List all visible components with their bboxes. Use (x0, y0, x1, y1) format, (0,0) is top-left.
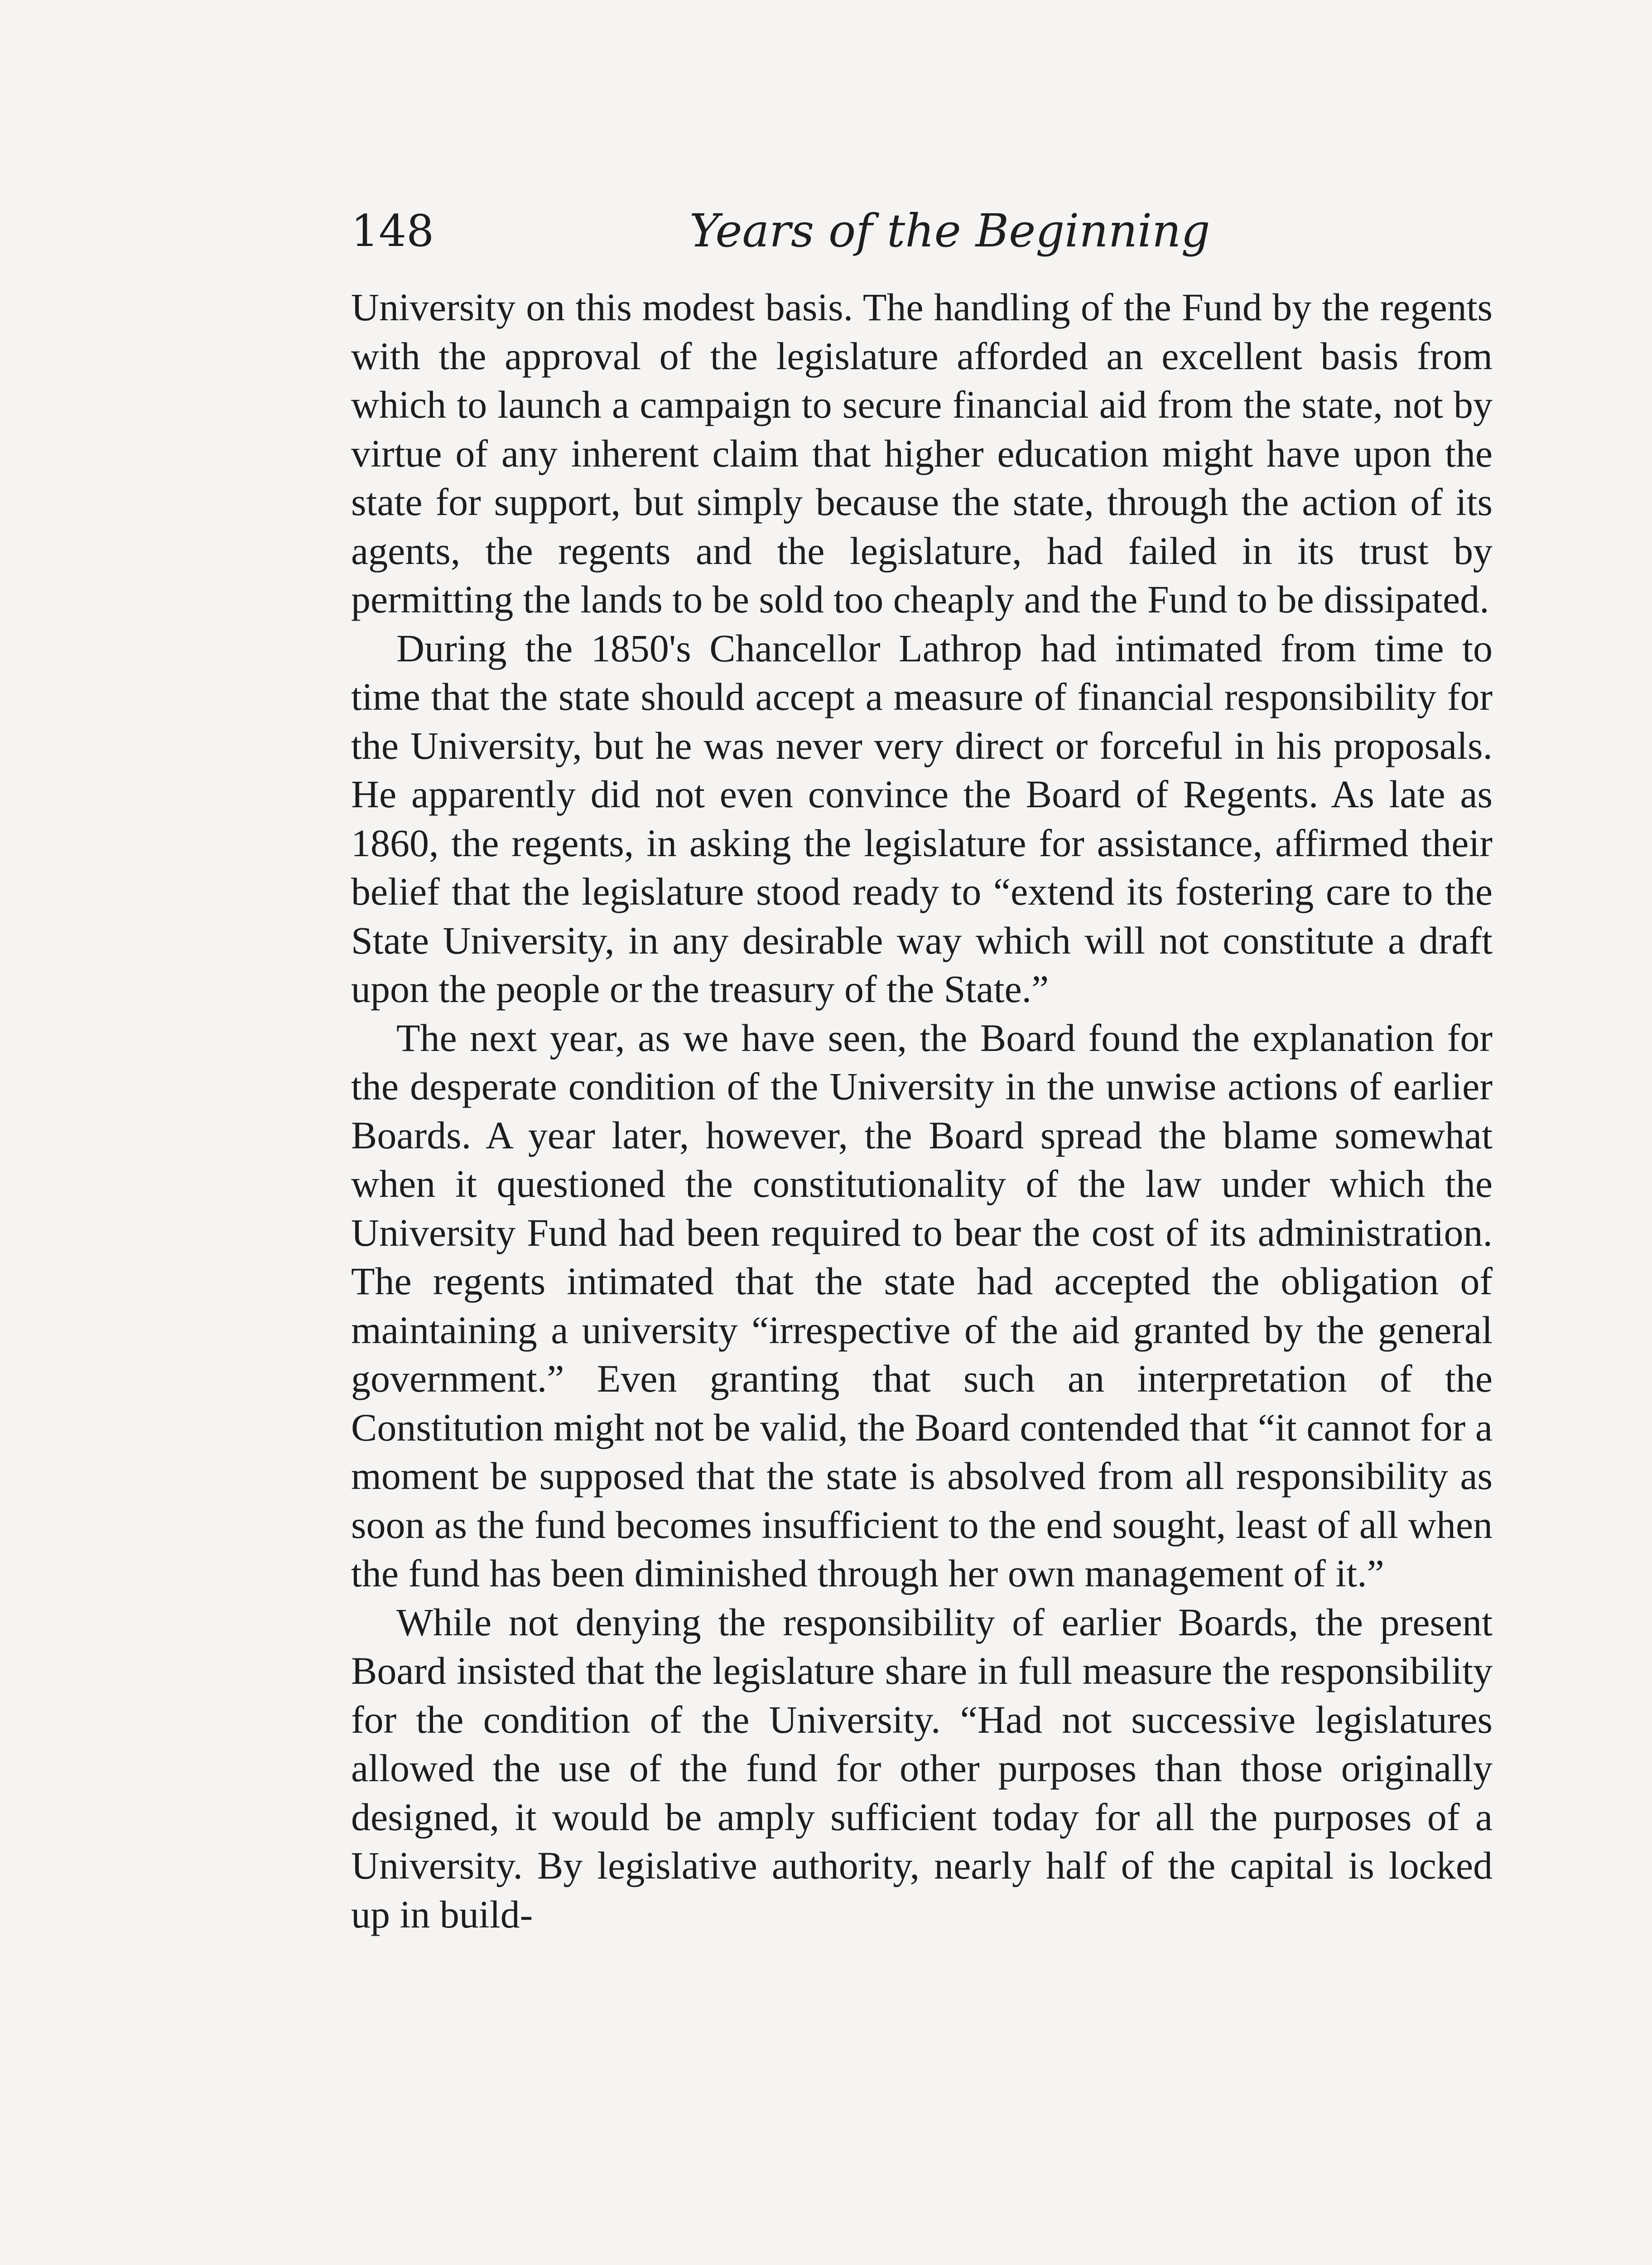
body-text (351, 283, 1493, 1939)
paragraph-1: University on this modest basis. The handling of the Fund by the regents with the approval of the legislature afforded an excellent basis from which to launch a campaign to secure financial aid from the state, not by virtue of any inherent claim that higher education might have upon the state for support, but simply because the state, through the action of its agents, the regents and the legislature, had failed in its trust by permitting the lands to be sold too cheaply and the Fund to be dissipated. (351, 285, 1493, 621)
paragraph-4: While not denying the responsibility of earlier Boards, the present Board insisted that the legislature share in full measure the responsibility for the condition of the University. “Had not successive legislatures allowed the use of the fund for other purposes than those originally designed, it would be amply sufficient today for all the purposes of a University. By legislative authority, nearly half of the capital is locked up in build- (351, 1600, 1493, 1936)
page-number: 148 (351, 206, 434, 256)
running-title: Years of the Beginning (689, 204, 1210, 257)
page-header (351, 199, 1619, 272)
paragraph-3: The next year, as we have seen, the Board found the explanation for the desperate condition of the University in the unwise actions of earlier Boards. A year later, however, the Board spread the blame somewhat when it questioned the constitutionality of the law under which the University Fund had been required to bear the cost of its administration. The regents intimated that the state had accepted the obligation of maintaining a university “irrespective of the aid granted by the general government.” Even granting that such an interpretation of the Constitution might not be valid, the Board contended that “it cannot for a moment be supposed that the state is absolved from all responsibility as soon as the fund becomes insufficient to the end sought, least of all when the fund has been diminished through her own management of it.” (351, 1016, 1493, 1595)
paragraph-2: During the 1850's Chancellor Lathrop had intimated from time to time that the state should accept a measure of financial responsibility for the University, but he was never very direct or forceful in his proposals. He apparently did not even convince the Board of Regents. As late as 1860, the regents, in asking the legislature for assistance, affirmed their belief that the legislature stood ready to “extend its fostering care to the State University, in any desirable way which will not constitute a draft upon the people or the treasury of the State.” (351, 626, 1493, 1011)
